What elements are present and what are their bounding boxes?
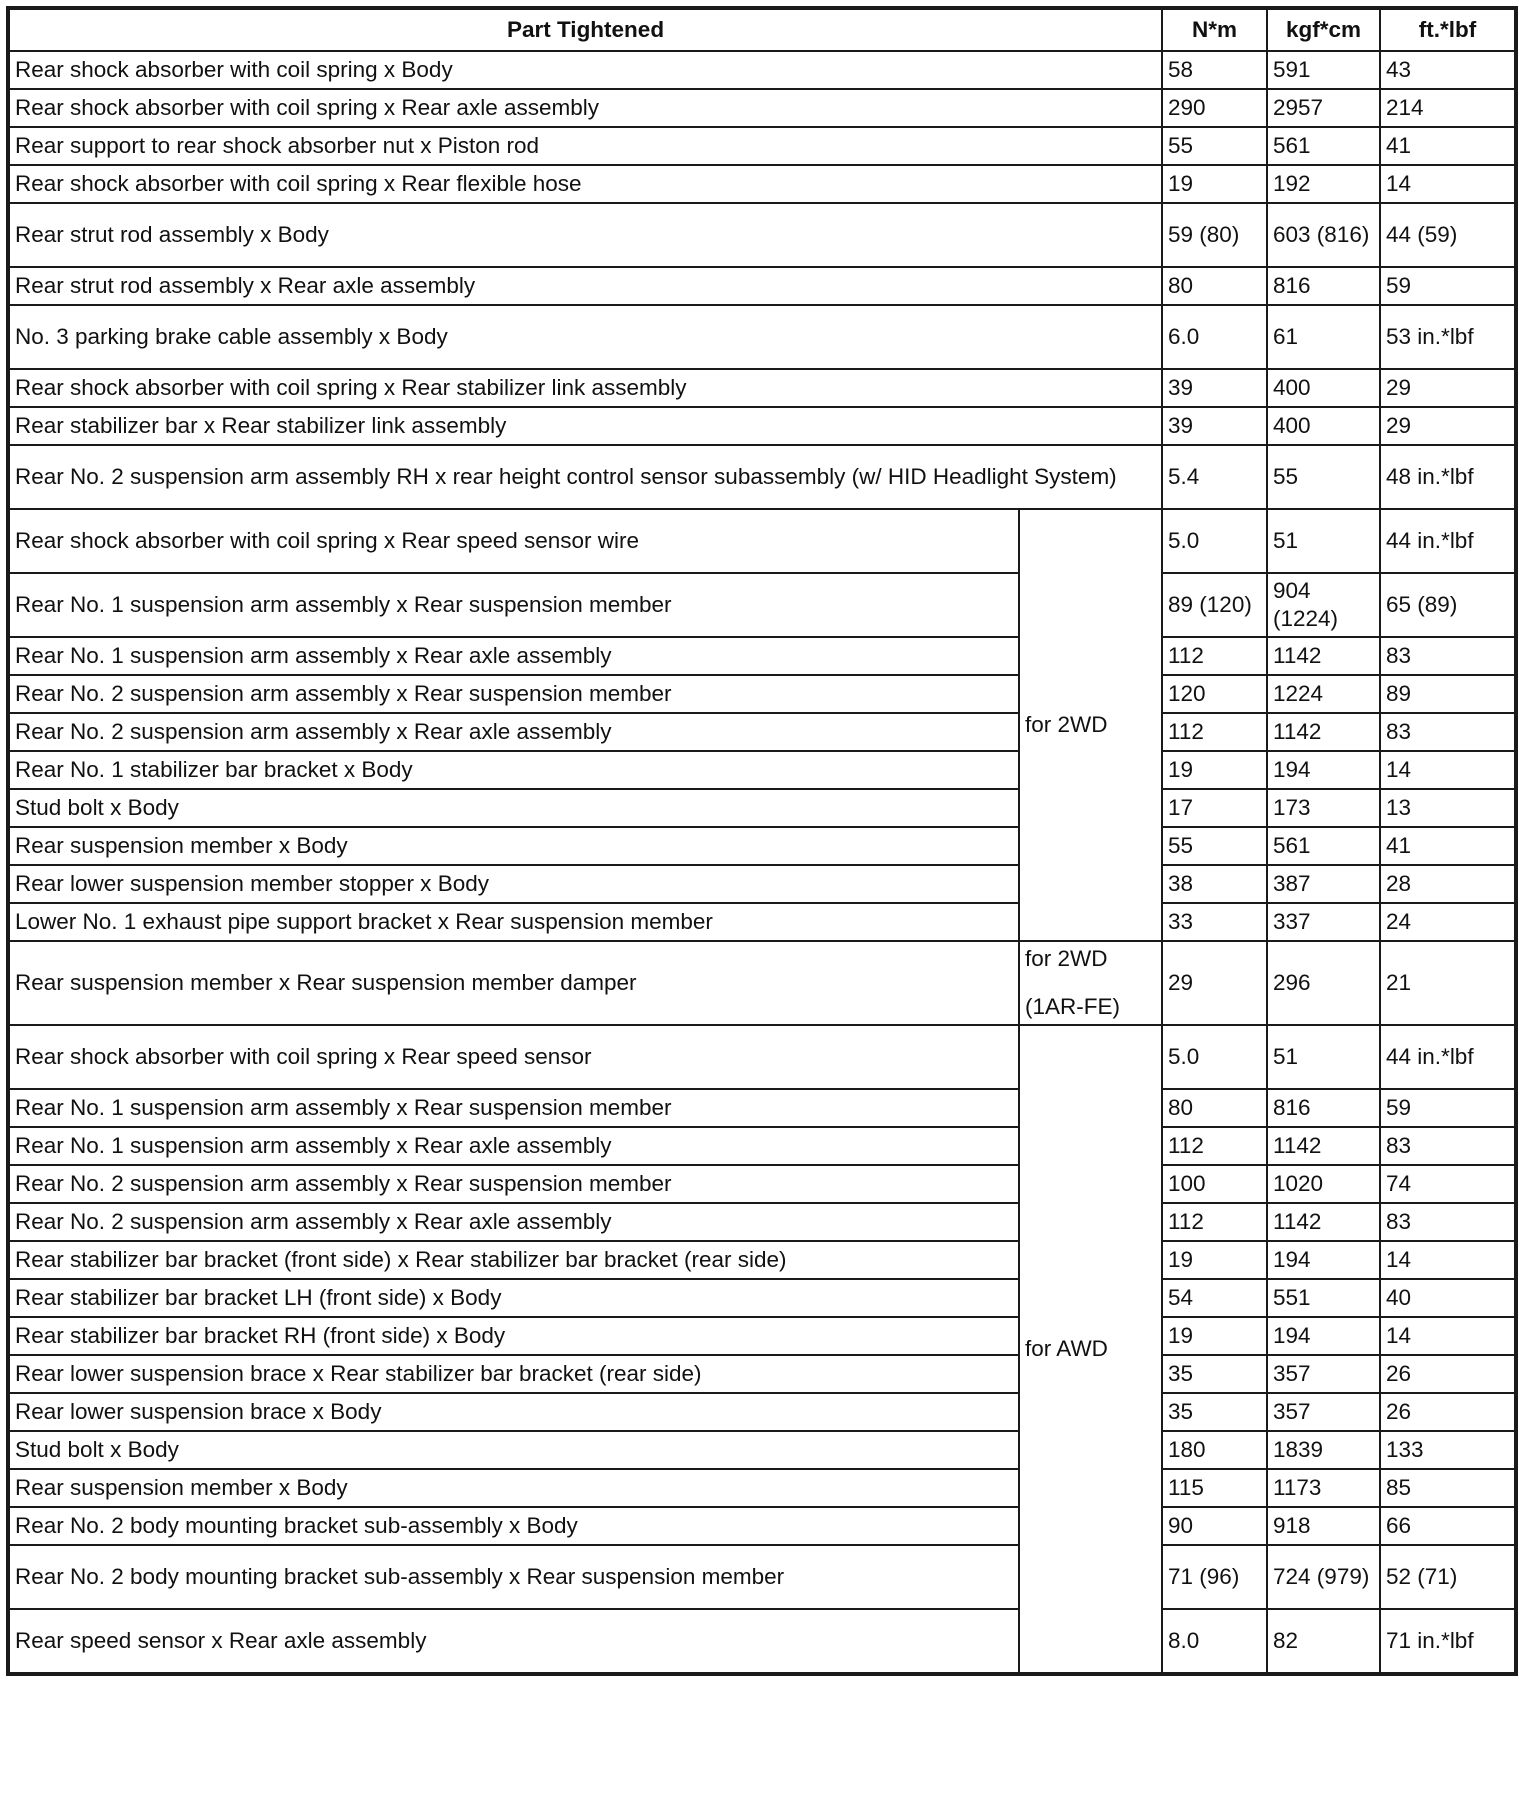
ft-lbf-cell: 24 <box>1380 903 1516 941</box>
nm-cell: 33 <box>1162 903 1267 941</box>
kgf-cm-cell: 603 (816) <box>1267 203 1380 267</box>
table-row <box>8 865 1516 903</box>
part-cell: Rear No. 1 stabilizer bar bracket x Body <box>8 751 1019 789</box>
kgf-cm-cell: 918 <box>1267 1507 1380 1545</box>
kgf-cm-cell: 1020 <box>1267 1165 1380 1203</box>
nm-cell: 38 <box>1162 865 1267 903</box>
kgf-cm-cell: 357 <box>1267 1393 1380 1431</box>
table-row <box>8 509 1516 573</box>
table-row <box>8 203 1516 267</box>
table-row <box>8 89 1516 127</box>
table-row <box>8 637 1516 675</box>
table-row <box>8 1393 1516 1431</box>
ft-lbf-cell: 29 <box>1380 369 1516 407</box>
kgf-cm-cell: 296 <box>1267 941 1380 1025</box>
table-row <box>8 1317 1516 1355</box>
nm-cell: 5.0 <box>1162 509 1267 573</box>
kgf-cm-cell: 1839 <box>1267 1431 1380 1469</box>
kgf-cm-cell: 194 <box>1267 1241 1380 1279</box>
ft-lbf-cell: 59 <box>1380 1089 1516 1127</box>
nm-cell: 19 <box>1162 1241 1267 1279</box>
table-row <box>8 51 1516 89</box>
ft-lbf-cell: 41 <box>1380 827 1516 865</box>
nm-cell: 54 <box>1162 1279 1267 1317</box>
ft-lbf-cell: 41 <box>1380 127 1516 165</box>
nm-cell: 39 <box>1162 369 1267 407</box>
kgf-cm-cell: 194 <box>1267 751 1380 789</box>
ft-lbf-cell: 83 <box>1380 1127 1516 1165</box>
ft-lbf-cell: 85 <box>1380 1469 1516 1507</box>
kgf-cm-cell: 2957 <box>1267 89 1380 127</box>
kgf-cm-cell: 1142 <box>1267 713 1380 751</box>
kgf-cm-cell: 816 <box>1267 267 1380 305</box>
part-cell: Rear No. 2 suspension arm assembly x Rear axle assembly <box>8 713 1019 751</box>
nm-cell: 290 <box>1162 89 1267 127</box>
nm-cell: 115 <box>1162 1469 1267 1507</box>
part-cell: Rear No. 2 suspension arm assembly RH x rear height control sensor subassembly (w/ HID Headlight System) <box>8 445 1162 509</box>
kgf-cm-cell: 55 <box>1267 445 1380 509</box>
table-row <box>8 1241 1516 1279</box>
ft-lbf-cell: 14 <box>1380 1241 1516 1279</box>
ft-lbf-cell: 14 <box>1380 165 1516 203</box>
ft-lbf-cell: 53 in.*lbf <box>1380 305 1516 369</box>
kgf-cm-cell: 61 <box>1267 305 1380 369</box>
part-cell: Rear strut rod assembly x Rear axle assembly <box>8 267 1162 305</box>
part-cell: Rear No. 1 suspension arm assembly x Rear axle assembly <box>8 637 1019 675</box>
table-row <box>8 1609 1516 1674</box>
table-row <box>8 127 1516 165</box>
part-cell: Rear No. 1 suspension arm assembly x Rear suspension member <box>8 1089 1019 1127</box>
kgf-cm-cell: 904 (1224) <box>1267 573 1380 637</box>
nm-cell: 19 <box>1162 165 1267 203</box>
ft-lbf-cell: 26 <box>1380 1393 1516 1431</box>
part-cell: Rear shock absorber with coil spring x Rear axle assembly <box>8 89 1162 127</box>
part-cell: Rear shock absorber with coil spring x Rear speed sensor wire <box>8 509 1019 573</box>
kgf-cm-cell: 561 <box>1267 127 1380 165</box>
part-cell: Rear No. 2 suspension arm assembly x Rear axle assembly <box>8 1203 1019 1241</box>
kgf-cm-cell: 51 <box>1267 509 1380 573</box>
table-row <box>8 267 1516 305</box>
nm-cell: 112 <box>1162 637 1267 675</box>
ft-lbf-cell: 13 <box>1380 789 1516 827</box>
nm-cell: 89 (120) <box>1162 573 1267 637</box>
nm-cell: 112 <box>1162 713 1267 751</box>
ft-lbf-cell: 59 <box>1380 267 1516 305</box>
part-cell: Rear shock absorber with coil spring x Rear stabilizer link assembly <box>8 369 1162 407</box>
ft-lbf-cell: 21 <box>1380 941 1516 1025</box>
ft-lbf-cell: 52 (71) <box>1380 1545 1516 1609</box>
table-row <box>8 751 1516 789</box>
table-row <box>8 369 1516 407</box>
nm-cell: 59 (80) <box>1162 203 1267 267</box>
table-row <box>8 1165 1516 1203</box>
ft-lbf-cell: 14 <box>1380 1317 1516 1355</box>
nm-cell: 90 <box>1162 1507 1267 1545</box>
nm-cell: 80 <box>1162 267 1267 305</box>
ft-lbf-cell: 26 <box>1380 1355 1516 1393</box>
kgf-cm-cell: 561 <box>1267 827 1380 865</box>
part-cell: Rear shock absorber with coil spring x Rear speed sensor <box>8 1025 1019 1089</box>
part-cell: Lower No. 1 exhaust pipe support bracket x Rear suspension member <box>8 903 1019 941</box>
ft-lbf-cell: 14 <box>1380 751 1516 789</box>
table-row <box>8 789 1516 827</box>
part-cell: Rear No. 2 suspension arm assembly x Rear suspension member <box>8 1165 1019 1203</box>
part-cell: No. 3 parking brake cable assembly x Body <box>8 305 1162 369</box>
table-row <box>8 407 1516 445</box>
header-ft-lbf: ft.*lbf <box>1380 8 1516 51</box>
ft-lbf-cell: 44 in.*lbf <box>1380 1025 1516 1089</box>
nm-cell: 19 <box>1162 751 1267 789</box>
part-cell: Rear stabilizer bar bracket LH (front side) x Body <box>8 1279 1019 1317</box>
group-label-2wd-1ar-fe <box>1019 941 1162 1025</box>
ft-lbf-cell: 29 <box>1380 407 1516 445</box>
part-cell: Stud bolt x Body <box>8 1431 1019 1469</box>
kgf-cm-cell: 1224 <box>1267 675 1380 713</box>
group-label-line: for 2WD <box>1025 945 1108 971</box>
kgf-cm-cell: 400 <box>1267 369 1380 407</box>
table-row <box>8 1279 1516 1317</box>
ft-lbf-cell: 44 (59) <box>1380 203 1516 267</box>
kgf-cm-cell: 816 <box>1267 1089 1380 1127</box>
part-cell: Rear No. 1 suspension arm assembly x Rear axle assembly <box>8 1127 1019 1165</box>
nm-cell: 35 <box>1162 1393 1267 1431</box>
kgf-cm-cell: 173 <box>1267 789 1380 827</box>
ft-lbf-cell: 65 (89) <box>1380 573 1516 637</box>
kgf-cm-cell: 591 <box>1267 51 1380 89</box>
nm-cell: 120 <box>1162 675 1267 713</box>
table-row <box>8 1025 1516 1089</box>
table-row <box>8 1203 1516 1241</box>
part-cell: Rear stabilizer bar bracket RH (front side) x Body <box>8 1317 1019 1355</box>
kgf-cm-cell: 1173 <box>1267 1469 1380 1507</box>
ft-lbf-cell: 44 in.*lbf <box>1380 509 1516 573</box>
table-row <box>8 941 1516 1025</box>
part-cell: Rear suspension member x Rear suspension member damper <box>8 941 1019 1025</box>
table-row <box>8 903 1516 941</box>
ft-lbf-cell: 74 <box>1380 1165 1516 1203</box>
table-row <box>8 1127 1516 1165</box>
part-cell: Rear No. 2 body mounting bracket sub-assembly x Body <box>8 1507 1019 1545</box>
kgf-cm-cell: 357 <box>1267 1355 1380 1393</box>
part-cell: Rear suspension member x Body <box>8 1469 1019 1507</box>
part-cell: Rear suspension member x Body <box>8 827 1019 865</box>
kgf-cm-cell: 724 (979) <box>1267 1545 1380 1609</box>
kgf-cm-cell: 387 <box>1267 865 1380 903</box>
nm-cell: 39 <box>1162 407 1267 445</box>
nm-cell: 80 <box>1162 1089 1267 1127</box>
ft-lbf-cell: 83 <box>1380 637 1516 675</box>
table-row <box>8 1431 1516 1469</box>
nm-cell: 100 <box>1162 1165 1267 1203</box>
header-nm: N*m <box>1162 8 1267 51</box>
part-cell: Rear strut rod assembly x Body <box>8 203 1162 267</box>
table-row <box>8 573 1516 637</box>
table-row <box>8 1545 1516 1609</box>
kgf-cm-cell: 51 <box>1267 1025 1380 1089</box>
ft-lbf-cell: 28 <box>1380 865 1516 903</box>
nm-cell: 6.0 <box>1162 305 1267 369</box>
kgf-cm-cell: 1142 <box>1267 1203 1380 1241</box>
kgf-cm-cell: 337 <box>1267 903 1380 941</box>
table-row <box>8 445 1516 509</box>
ft-lbf-cell: 66 <box>1380 1507 1516 1545</box>
part-cell: Rear support to rear shock absorber nut x Piston rod <box>8 127 1162 165</box>
part-cell: Rear shock absorber with coil spring x Rear flexible hose <box>8 165 1162 203</box>
nm-cell: 112 <box>1162 1127 1267 1165</box>
part-cell: Rear shock absorber with coil spring x Body <box>8 51 1162 89</box>
table-row <box>8 1469 1516 1507</box>
header-row <box>8 8 1516 51</box>
part-cell: Rear No. 2 body mounting bracket sub-assembly x Rear suspension member <box>8 1545 1019 1609</box>
ft-lbf-cell: 83 <box>1380 713 1516 751</box>
nm-cell: 5.4 <box>1162 445 1267 509</box>
nm-cell: 180 <box>1162 1431 1267 1469</box>
nm-cell: 55 <box>1162 827 1267 865</box>
part-cell: Rear speed sensor x Rear axle assembly <box>8 1609 1019 1674</box>
nm-cell: 17 <box>1162 789 1267 827</box>
group-label-line: (1AR-FE) <box>1025 994 1120 1019</box>
ft-lbf-cell: 48 in.*lbf <box>1380 445 1516 509</box>
group-label-awd: for AWD <box>1019 1025 1162 1674</box>
part-cell: Rear lower suspension brace x Rear stabilizer bar bracket (rear side) <box>8 1355 1019 1393</box>
table-row <box>8 1355 1516 1393</box>
kgf-cm-cell: 194 <box>1267 1317 1380 1355</box>
table-row <box>8 1089 1516 1127</box>
header-part-tightened: Part Tightened <box>8 8 1162 51</box>
kgf-cm-cell: 400 <box>1267 407 1380 445</box>
part-cell: Rear lower suspension member stopper x Body <box>8 865 1019 903</box>
table-row <box>8 165 1516 203</box>
table-row <box>8 305 1516 369</box>
nm-cell: 5.0 <box>1162 1025 1267 1089</box>
nm-cell: 29 <box>1162 941 1267 1025</box>
nm-cell: 19 <box>1162 1317 1267 1355</box>
ft-lbf-cell: 43 <box>1380 51 1516 89</box>
part-cell: Rear No. 1 suspension arm assembly x Rear suspension member <box>8 573 1019 637</box>
ft-lbf-cell: 83 <box>1380 1203 1516 1241</box>
ft-lbf-cell: 89 <box>1380 675 1516 713</box>
nm-cell: 58 <box>1162 51 1267 89</box>
nm-cell: 35 <box>1162 1355 1267 1393</box>
table-row <box>8 827 1516 865</box>
kgf-cm-cell: 1142 <box>1267 1127 1380 1165</box>
table-row <box>8 1507 1516 1545</box>
ft-lbf-cell: 133 <box>1380 1431 1516 1469</box>
kgf-cm-cell: 1142 <box>1267 637 1380 675</box>
group-label-2wd: for 2WD <box>1019 509 1162 941</box>
part-cell: Rear stabilizer bar x Rear stabilizer link assembly <box>8 407 1162 445</box>
part-cell: Rear No. 2 suspension arm assembly x Rear suspension member <box>8 675 1019 713</box>
nm-cell: 55 <box>1162 127 1267 165</box>
nm-cell: 8.0 <box>1162 1609 1267 1674</box>
nm-cell: 71 (96) <box>1162 1545 1267 1609</box>
header-kgf-cm: kgf*cm <box>1267 8 1380 51</box>
kgf-cm-cell: 192 <box>1267 165 1380 203</box>
ft-lbf-cell: 214 <box>1380 89 1516 127</box>
part-cell: Rear stabilizer bar bracket (front side) x Rear stabilizer bar bracket (rear side) <box>8 1241 1019 1279</box>
torque-spec-table <box>6 6 1518 1676</box>
table-row <box>8 675 1516 713</box>
part-cell: Rear lower suspension brace x Body <box>8 1393 1019 1431</box>
nm-cell: 112 <box>1162 1203 1267 1241</box>
ft-lbf-cell: 71 in.*lbf <box>1380 1609 1516 1674</box>
ft-lbf-cell: 40 <box>1380 1279 1516 1317</box>
part-cell: Stud bolt x Body <box>8 789 1019 827</box>
kgf-cm-cell: 82 <box>1267 1609 1380 1674</box>
kgf-cm-cell: 551 <box>1267 1279 1380 1317</box>
table-row <box>8 713 1516 751</box>
